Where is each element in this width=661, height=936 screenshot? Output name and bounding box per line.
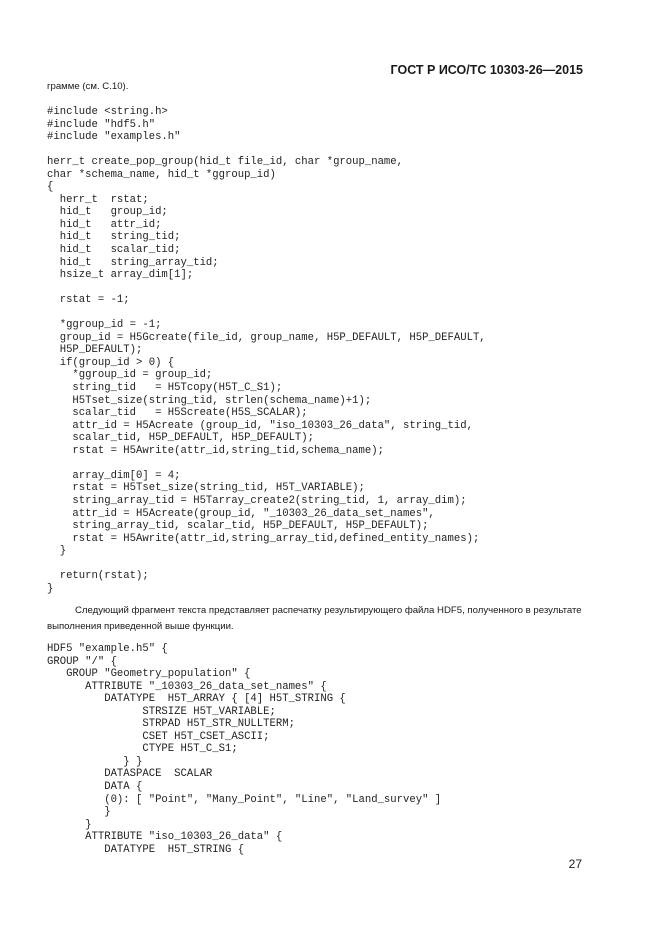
document-header: ГОСТ Р ИСО/ТС 10303-26—2015 — [390, 63, 583, 77]
intro-text: грамме (см. С.10). — [47, 81, 129, 92]
description-paragraph: Следующий фрагмент текста представляет распечатку результирующего файла HDF5, полученного в результате выполнения приведенной выше функции. — [47, 605, 582, 632]
c-code-listing: #include <string.h> #include "hdf5.h" #include "examples.h" herr_t create_pop_group(hid_t file_id, char *group_name, char *schema_name, hid_t *ggroup_id) { herr_t rstat; hid_t group_id; hid_t attr_id; hid_t string_tid; hid_t scalar_tid; hid_t string_array_tid; hsize_t array_dim[1]; rstat = -1; *ggroup_id = -1; group_id = H5Gcreate(file_id, group_name, H5P_DEFAULT, H5P_DEFAULT, H5P_DEFAULT); if(group_id > 0) { *ggroup_id = group_id; string_tid = H5Tcopy(H5T_C_S1); H5Tset_size(string_tid, strlen(schema_name)+1); scalar_tid = H5Screate(H5S_SCALAR); attr_id = H5Acreate (group_id, "iso_10303_26_data", string_tid, scalar_tid, H5P_DEFAULT, H5P_DEFAULT); rstat = H5Awrite(attr_id,string_tid,schema_name); array_dim[0] = 4; rstat = H5Tset_size(string_tid, H5T_VARIABLE); string_array_tid = H5Tarray_create2(string_tid, 1, array_dim); attr_id = H5Acreate(group_id, "_10303_26_data_set_names", string_array_tid, scalar_tid, H5P_DEFAULT, H5P_DEFAULT); rstat = H5Awrite(attr_id,string_array_tid,defined_entity_names); } return(rstat); } — [47, 106, 486, 595]
hdf5-dump-listing: HDF5 "example.h5" { GROUP "/" { GROUP "Geometry_population" { ATTRIBUTE "_10303_26_data_set_names" { DATATYPE H5T_ARRAY { [4] H5T_STRING { STRSIZE H5T_VARIABLE; STRPAD H5T_STR_NULLTERM; CSET H5T_CSET_ASCII; CTYPE H5T_C_S1; } } DATASPACE SCALAR DATA { (0): [ "Point", "Many_Point", "Line", "Land_survey" ] } } ATTRIBUTE "iso_10303_26_data" { DATATYPE H5T_STRING { — [47, 643, 442, 856]
page-number: 27 — [568, 857, 582, 871]
